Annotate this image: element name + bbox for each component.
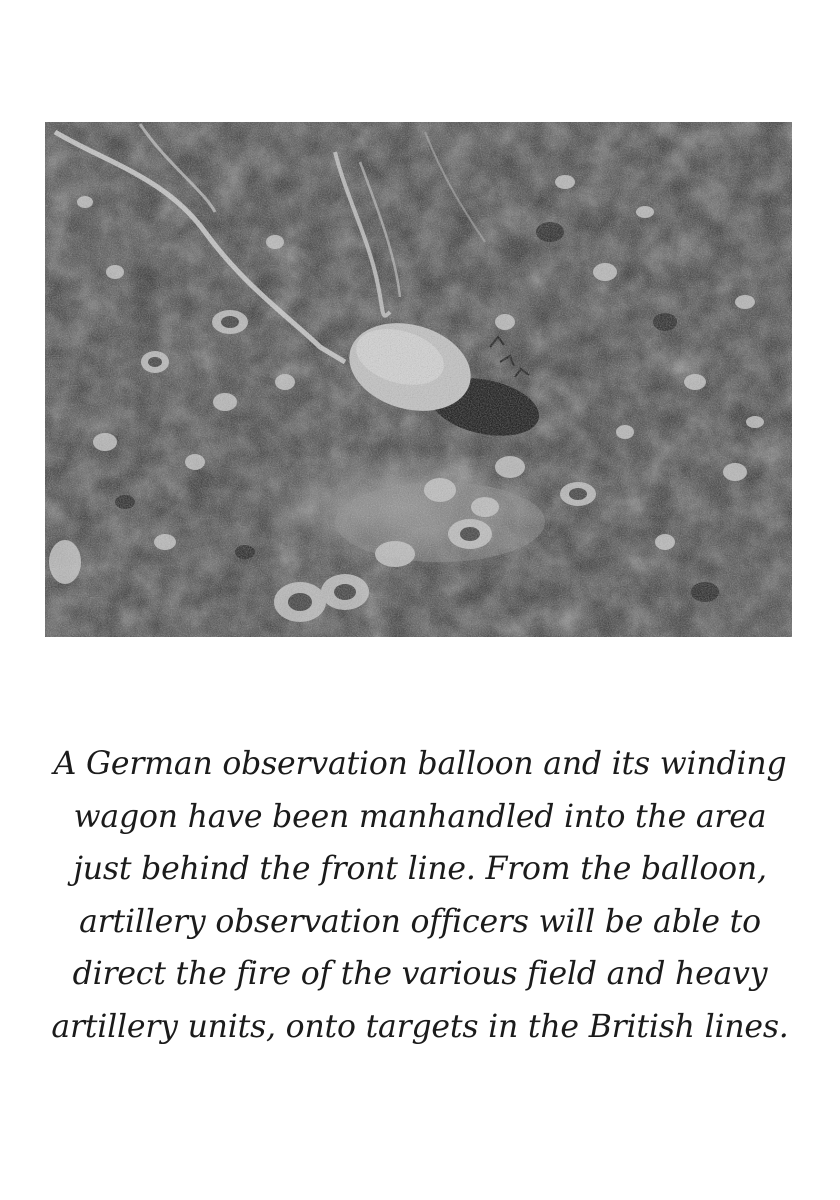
caption-line: wagon have been manhandled into the area xyxy=(73,798,767,835)
caption-line: direct the fire of the various field and heavy xyxy=(72,956,768,992)
caption-line: A German observation balloon and its winding xyxy=(53,746,787,782)
photo-caption xyxy=(30,738,810,1053)
aerial-photo-balloon-icon xyxy=(45,122,792,637)
caption-line: artillery observation officers will be able to xyxy=(79,903,761,940)
aerial-photograph xyxy=(45,122,792,637)
caption-line: just behind the front line. From the balloon, xyxy=(73,851,767,887)
caption-line: artillery units, onto targets in the British lines. xyxy=(51,1008,789,1045)
